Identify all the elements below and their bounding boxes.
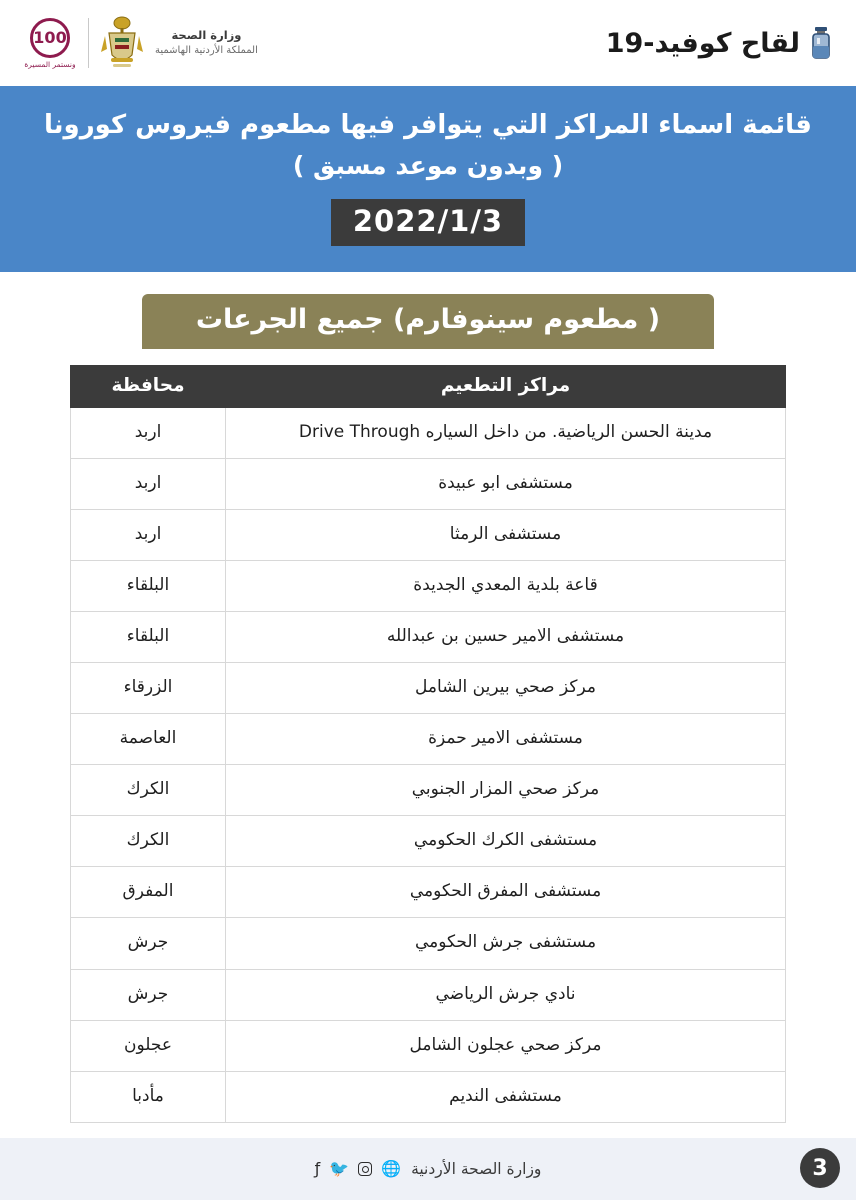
table-row bbox=[71, 714, 786, 765]
cell-center: مستشفى الكرك الحكومي bbox=[226, 816, 786, 867]
section-banner-wrap bbox=[0, 294, 856, 349]
logo-divider bbox=[88, 18, 89, 68]
table-row bbox=[71, 816, 786, 867]
cell-governorate: اربد bbox=[71, 458, 226, 509]
centenary-caption: ونستمر المسيرة bbox=[24, 59, 76, 69]
table-row bbox=[71, 918, 786, 969]
footer-text: وزارة الصحة الأردنية bbox=[411, 1160, 542, 1178]
table-header-row bbox=[71, 365, 786, 407]
header-line-2: ( وبدون موعد مسبق ) bbox=[292, 151, 564, 180]
twitter-icon[interactable]: 🐦 bbox=[329, 1159, 350, 1178]
table-header-governorate: محافظة bbox=[71, 365, 226, 407]
vaccination-centers-table-wrap bbox=[70, 365, 786, 1123]
facebook-icon[interactable]: ƒ bbox=[314, 1159, 321, 1178]
table-row bbox=[71, 867, 786, 918]
centenary-number: 100 bbox=[30, 18, 70, 58]
cell-center: مستشفى المفرق الحكومي bbox=[226, 867, 786, 918]
table-body bbox=[71, 407, 786, 1122]
table-row bbox=[71, 407, 786, 458]
page-footer bbox=[0, 1138, 856, 1200]
table-row bbox=[71, 765, 786, 816]
cell-center: مدينة الحسن الرياضية. من داخل السياره Drive Through bbox=[226, 407, 786, 458]
cell-center: مستشفى ابو عبيدة bbox=[226, 458, 786, 509]
table-row bbox=[71, 662, 786, 713]
social-icons bbox=[315, 1161, 401, 1177]
cell-governorate: الزرقاء bbox=[71, 662, 226, 713]
table-row bbox=[71, 458, 786, 509]
date-badge: 2022/1/3 bbox=[331, 199, 525, 246]
cell-governorate: مأدبا bbox=[71, 1071, 226, 1122]
vaccine-bottle-icon bbox=[808, 26, 834, 60]
cell-governorate: العاصمة bbox=[71, 714, 226, 765]
ministry-name bbox=[155, 28, 258, 57]
table-header-centers: مراكز التطعيم bbox=[226, 365, 786, 407]
cell-governorate: الكرك bbox=[71, 765, 226, 816]
ministry-line-1: وزارة الصحة bbox=[171, 28, 242, 43]
cell-governorate: البلقاء bbox=[71, 611, 226, 662]
table-row bbox=[71, 509, 786, 560]
globe-icon[interactable]: 🌐 bbox=[381, 1159, 402, 1178]
table-row bbox=[71, 611, 786, 662]
cell-center: مستشفى الامير حسين بن عبدالله bbox=[226, 611, 786, 662]
cell-center: مستشفى الرمثا bbox=[226, 509, 786, 560]
centenary-logo bbox=[22, 13, 78, 73]
cell-governorate: اربد bbox=[71, 407, 226, 458]
instagram-icon[interactable] bbox=[358, 1162, 372, 1176]
page-number-badge: 3 bbox=[800, 1148, 840, 1188]
cell-governorate: الكرك bbox=[71, 816, 226, 867]
vaccine-title: لقاح كوفيد-19 bbox=[605, 27, 800, 59]
table-row bbox=[71, 560, 786, 611]
cell-governorate: جرش bbox=[71, 918, 226, 969]
table-row bbox=[71, 969, 786, 1020]
blue-header-banner bbox=[0, 86, 856, 272]
header-line-1: قائمة اسماء المراكز التي يتوافر فيها مطعوم فيروس كورونا bbox=[44, 110, 812, 140]
jordan-coat-of-arms-icon bbox=[99, 14, 145, 72]
page-topbar bbox=[0, 0, 856, 86]
cell-center: مستشفى النديم bbox=[226, 1071, 786, 1122]
cell-center: مركز صحي المزار الجنوبي bbox=[226, 765, 786, 816]
cell-center: قاعة بلدية المعدي الجديدة bbox=[226, 560, 786, 611]
cell-governorate: جرش bbox=[71, 969, 226, 1020]
vaccine-title-group bbox=[606, 26, 834, 60]
cell-governorate: اربد bbox=[71, 509, 226, 560]
ministry-logo-group bbox=[22, 13, 258, 73]
ministry-line-2: المملكة الأردنية الهاشمية bbox=[155, 45, 258, 56]
cell-governorate: المفرق bbox=[71, 867, 226, 918]
table-row bbox=[71, 1020, 786, 1071]
table-head bbox=[71, 365, 786, 407]
cell-center: مركز صحي عجلون الشامل bbox=[226, 1020, 786, 1071]
page-content bbox=[0, 272, 856, 1123]
cell-center: مستشفى جرش الحكومي bbox=[226, 918, 786, 969]
vaccination-centers-table bbox=[70, 365, 786, 1123]
cell-governorate: البلقاء bbox=[71, 560, 226, 611]
cell-governorate: عجلون bbox=[71, 1020, 226, 1071]
cell-center: مركز صحي بيرين الشامل bbox=[226, 662, 786, 713]
cell-center: مستشفى الامير حمزة bbox=[226, 714, 786, 765]
cell-center: نادي جرش الرياضي bbox=[226, 969, 786, 1020]
section-banner: ( مطعوم سينوفارم) جميع الجرعات bbox=[142, 294, 714, 349]
table-row bbox=[71, 1071, 786, 1122]
